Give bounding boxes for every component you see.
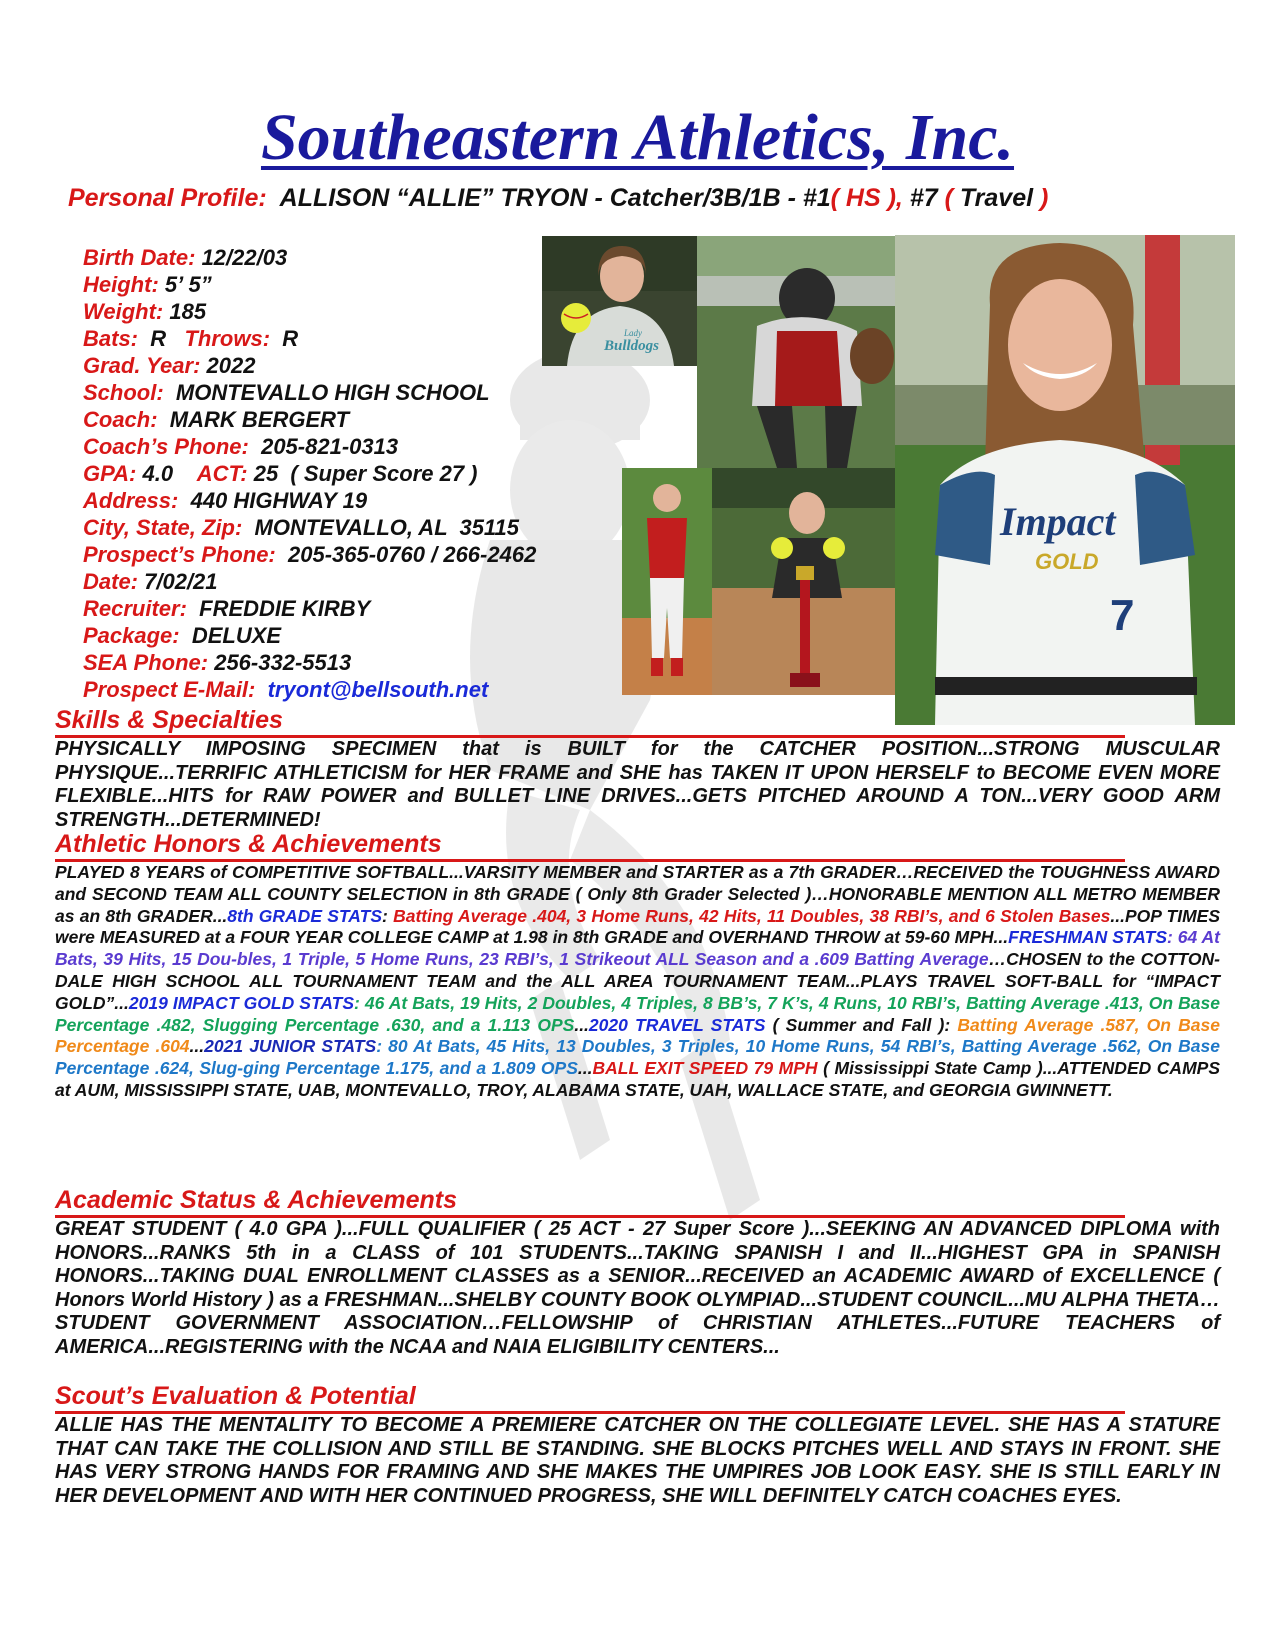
skills-section: [55, 706, 1220, 832]
info-coach: Coach: MARK BERGERT: [83, 407, 350, 432]
scout-heading: Scout’s Evaluation & Potential: [55, 1382, 1125, 1414]
academic-heading: Academic Status & Achievements: [55, 1186, 1125, 1218]
skills-body: PHYSICALLY IMPOSING SPECIMEN that is BUILT for the CATCHER POSITION...STRONG MUSCULAR PHYSIQUE...TERRIFIC ATHLETICISM for HER FRAME and SHE has TAKEN IT UPON HERSELF to BECOME EVEN MORE FLEXIBLE...HITS for RAW POWER and BULLET LINE DRIVES...GETS PITCHED AROUND A TON...VERY GOOD ARM STRENGTH...DETERMINED!: [55, 738, 1220, 831]
photo-bulldogs-image: [542, 236, 697, 366]
personal-profile-line: [68, 184, 1218, 213]
hs-tag: ( HS ),: [830, 184, 903, 212]
profile-label: Personal Profile:: [68, 184, 267, 212]
academic-body: GREAT STUDENT ( 4.0 GPA )...FULL QUALIFIER ( 25 ACT - 27 Super Score )...SEEKING AN ADVANCED DIPLOMA with HONORS...RANKS 5th in a CLASS of 101 STUDENTS...TAKING SPANISH I and II...HIGHEST GPA in SPANISH HONORS...TAKING DUAL ENROLLMENT CLASSES as a SENIOR...RECEIVED an ACADEMIC AWARD of EXCELLENCE ( Honors World History ) as a FRESHMAN...SHELBY COUNTY BOOK OLYMPIAD...STUDENT COUNCIL...MU ALPHA THETA…STUDENT GOVERNMENT ASSOCIATION…FELLOWSHIP of CHRISTIAN ATHLETES...FUTURE TEACHERS of AMERICA...REGISTERING with the NCAA and NAIA ELIGIBILITY CENTERS...: [55, 1218, 1220, 1358]
photo-catcher-image: [697, 236, 895, 468]
info-city-state-zip: City, State, Zip: MONTEVALLO, AL 35115: [83, 515, 519, 540]
info-date: Date: 7/02/21: [83, 569, 218, 594]
info-grad-year: Grad. Year: 2022: [83, 353, 256, 378]
svg-text:Bulldogs: Bulldogs: [604, 338, 660, 354]
photo-impact-gold-portrait: [895, 235, 1235, 725]
info-sea-phone: SEA Phone: 256-332-5513: [83, 650, 352, 675]
info-gpa-act: GPA: 4.0 ACT: 25 ( Super Score 27 ): [83, 461, 478, 486]
email-link[interactable]: tryont@bellsouth.net: [255, 677, 489, 702]
info-coach-phone: Coach’s Phone: 205-821-0313: [83, 434, 399, 459]
info-package: Package: DELUXE: [83, 623, 282, 648]
info-address: Address: 440 HIGHWAY 19: [83, 488, 368, 513]
travel-number: #7: [902, 184, 945, 212]
scout-section: [55, 1382, 1220, 1508]
photo-impact-gold-image: [895, 235, 1235, 725]
info-weight: Weight: 185: [83, 299, 207, 324]
academic-section: [55, 1186, 1220, 1359]
svg-text:Impact: Impact: [1000, 499, 1116, 544]
skills-heading: Skills & Specialties: [55, 706, 1125, 738]
info-email[interactable]: Prospect E-Mail: tryont@bellsouth.net: [83, 677, 489, 702]
info-recruiter: Recruiter: FREDDIE KIRBY: [83, 596, 371, 621]
travel-paren-close: ): [1033, 184, 1049, 212]
info-school: School: MONTEVALLO HIGH SCHOOL: [83, 380, 490, 405]
scout-body: ALLIE HAS THE MENTALITY TO BECOME A PREMIERE CATCHER ON THE COLLEGIATE LEVEL. SHE HAS A STATURE THAT CAN TAKE THE COLLISION AND STILL BE STANDING. SHE BLOCKS PITCHES WELL AND STAYS IN FRONT. SHE HAS VERY STRONG HANDS FOR FRAMING AND SHE MAKES THE UMPIRES JOB LOOK EASY. SHE IS STILL EARLY IN HER DEVELOPMENT AND WITH HER CONTINUED PROGRESS, SHE WILL DEFINITELY CATCH COACHES EYES.: [55, 1414, 1220, 1507]
info-prospect-phone: Prospect’s Phone: 205-365-0760 / 266-2462: [83, 542, 537, 567]
travel-paren-open: (: [944, 184, 960, 212]
svg-text:Lady: Lady: [624, 328, 642, 338]
photo-player-standing: [622, 468, 712, 695]
travel-word: Travel: [959, 184, 1034, 212]
athletic-body: PLAYED 8 YEARS of COMPETITIVE SOFTBALL...VARSITY MEMBER and STARTER as a 7th GRADER…RECEIVED the TOUGHNESS AWARD and SECOND TEAM ALL COUNTY SELECTION in 8th GRADE ( Only 8th Grader Selected )…HONORABLE MENTION ALL METRO MEMBER as an 8th GRADER...8th GRADE STATS: Batting Average .404, 3 Home Runs, 42 Hits, 11 Doubles, 38 RBI’s, and 6 Stolen Bases...POP TIMES were MEASURED at a FOUR YEAR COLLEGE CAMP at 1.98 in 8th GRADE and OVERHAND THROW at 59-60 MPH...FRESHMAN STATS: 64 At Bats, 39 Hits, 15 Dou-bles, 1 Triple, 5 Home Runs, 23 RBI’s, 1 Strikeout ALL Season and a .609 Batting Average…CHOSEN to the COTTON-DALE HIGH SCHOOL ALL TOURNAMENT TEAM and the ALL AREA TOURNAMENT TEAM...PLAYS TRAVEL SOFT-BALL for “IMPACT GOLD”...2019 IMPACT GOLD STATS: 46 At Bats, 19 Hits, 2 Doubles, 4 Triples, 8 BB’s, 7 K’s, 4 Runs, 10 RBI’s, Batting Average .413, On Base Percentage .482, Slugging Percentage .630, and a 1.113 OPS...2020 TRAVEL STATS ( Summer and Fall ): Batting Average .587, On Base Percentage .604...2021 JUNIOR STATS: 80 At Bats, 45 Hits, 13 Doubles, 3 Triples, 10 Home Runs, 54 RBI’s, Batting Average .562, On Base Percentage .624, Slug-ging Percentage 1.175, and a 1.809 OPS...BALL EXIT SPEED 79 MPH ( Mississippi State Camp )...ATTENDED CAMPS at AUM, MISSISSIPPI STATE, UAB, MONTEVALLO, TROY, ALABAMA STATE, UAH, WALLACE STATE, and GEORGIA GWINNETT.: [55, 862, 1221, 1100]
athletic-heading: Athletic Honors & Achievements: [55, 830, 1125, 862]
player-info-list: [83, 244, 536, 703]
photo-trophy-image: [712, 468, 895, 695]
photo-catcher-crouch: [697, 236, 895, 468]
svg-text:GOLD: GOLD: [1035, 549, 1099, 574]
photo-standing-image: [622, 468, 712, 695]
profile-name: ALLISON “ALLIE” TRYON - Catcher/3B/1B - #1: [279, 184, 831, 212]
photo-catcher-trophy: [712, 468, 895, 695]
svg-text:7: 7: [1110, 591, 1135, 640]
photo-bulldogs-portrait: [542, 236, 697, 366]
info-bats-throws: Bats: R Throws: R: [83, 326, 299, 351]
company-title: Southeastern Athletics, Inc.: [260, 101, 1015, 174]
athletic-section: [55, 830, 1220, 1102]
info-birth-date: Birth Date: 12/22/03: [83, 245, 288, 270]
info-height: Height: 5’ 5”: [83, 272, 212, 297]
